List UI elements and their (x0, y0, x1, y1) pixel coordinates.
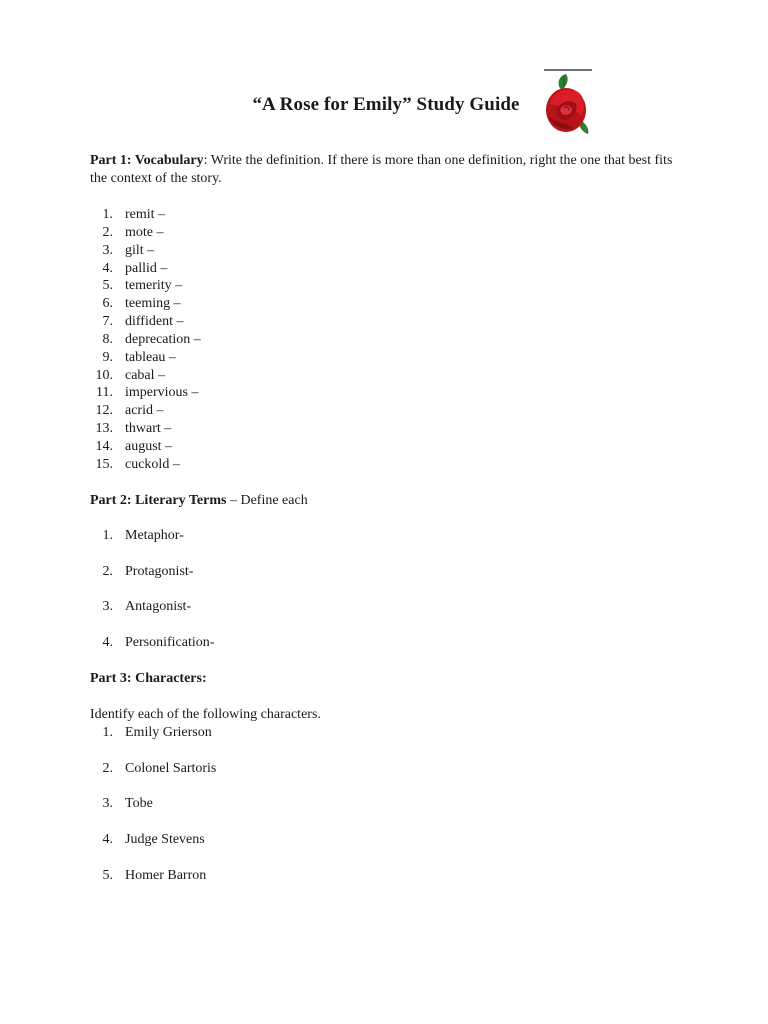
list-number: 1. (102, 528, 113, 543)
list-item-text: gilt – (125, 242, 155, 258)
vocabulary-item (80, 224, 201, 242)
character-item (80, 795, 216, 831)
character-item (80, 724, 216, 760)
list-number: 4. (102, 634, 113, 650)
literary-term-item (80, 634, 214, 670)
list-number: 3. (102, 796, 113, 812)
literary-term-item (80, 563, 214, 599)
list-number: 6. (102, 296, 113, 312)
list-number: 2. (102, 760, 113, 776)
part1-heading: Part 1: Vocabulary (90, 153, 204, 168)
list-item-text: mote – (125, 224, 164, 240)
list-item-text: temerity – (125, 278, 183, 294)
list-number: 1. (102, 207, 113, 222)
list-item-text: Tobe (125, 796, 153, 812)
list-number: 12. (95, 403, 113, 419)
list-number: 1. (102, 725, 113, 740)
vocabulary-item (80, 242, 201, 260)
list-number: 8. (102, 331, 113, 347)
list-item-text: tableau – (125, 349, 176, 365)
list-number: 3. (102, 242, 113, 258)
list-number: 15. (95, 456, 113, 472)
vocabulary-item (80, 402, 201, 420)
part3-heading: Part 3: Characters: (90, 671, 207, 686)
literary-term-item (80, 527, 214, 563)
list-item-text: Personification- (125, 634, 215, 650)
part1-intro (90, 152, 690, 188)
list-number: 3. (102, 599, 113, 614)
character-item (80, 831, 216, 867)
vocabulary-item (80, 206, 201, 224)
list-item-text: august – (125, 438, 173, 454)
list-item-text: pallid – (125, 260, 168, 276)
vocabulary-item (80, 367, 201, 385)
list-number: 5. (102, 278, 113, 294)
list-number: 11. (96, 385, 113, 401)
part3-instruction: Identify each of the following characters. (90, 707, 321, 722)
vocabulary-item (80, 331, 201, 349)
list-number: 4. (102, 260, 113, 276)
character-item (80, 760, 216, 796)
list-item-text: deprecation – (125, 331, 201, 347)
list-number: 5. (102, 867, 113, 883)
list-item-text: Homer Barron (125, 867, 207, 883)
part2-instruction: – Define each (226, 493, 308, 508)
vocabulary-item (80, 456, 201, 474)
list-item-text: Antagonist- (125, 599, 192, 614)
vocabulary-item (80, 295, 201, 313)
list-number: 4. (102, 832, 113, 848)
list-item-text: impervious – (125, 385, 199, 401)
vocabulary-item (80, 384, 201, 402)
part3-intro (90, 670, 207, 688)
vocabulary-item (80, 277, 201, 295)
vocabulary-item (80, 349, 201, 367)
rose-icon (538, 66, 596, 138)
vocabulary-item (80, 420, 201, 438)
list-number: 2. (102, 224, 113, 240)
list-item-text: Judge Stevens (125, 832, 205, 848)
characters-list (80, 724, 216, 902)
vocabulary-item (80, 260, 201, 278)
list-item-text: Colonel Sartoris (125, 760, 217, 776)
literary-terms-list (80, 527, 214, 669)
page-title: “A Rose for Emily” Study Guide (252, 94, 520, 115)
list-number: 2. (102, 563, 113, 579)
list-item-text: Metaphor- (125, 528, 184, 543)
list-item-text: thwart – (125, 421, 172, 437)
list-item-text: acrid – (125, 403, 164, 419)
list-item-text: cabal – (125, 367, 166, 383)
list-item-text: diffident – (125, 314, 184, 330)
list-number: 14. (95, 438, 113, 454)
list-item-text: teeming – (125, 296, 181, 312)
vocabulary-list (80, 206, 201, 474)
vocabulary-item (80, 438, 201, 456)
list-number: 13. (95, 421, 113, 437)
list-item-text: Protagonist- (125, 563, 194, 579)
list-item-text: cuckold – (125, 456, 180, 472)
character-item (80, 867, 216, 903)
part2-heading: Part 2: Literary Terms (90, 493, 227, 508)
list-item-text: Emily Grierson (125, 725, 212, 740)
list-number: 10. (95, 367, 113, 383)
part2-intro (90, 492, 308, 510)
list-number: 9. (102, 349, 113, 365)
part1-instruction: : Write the definition. If there is more than one definition, right the one that best fits the context of the story. (90, 153, 673, 186)
list-number: 7. (102, 314, 113, 330)
list-item-text: remit – (125, 207, 166, 222)
vocabulary-item (80, 313, 201, 331)
literary-term-item (80, 598, 214, 634)
